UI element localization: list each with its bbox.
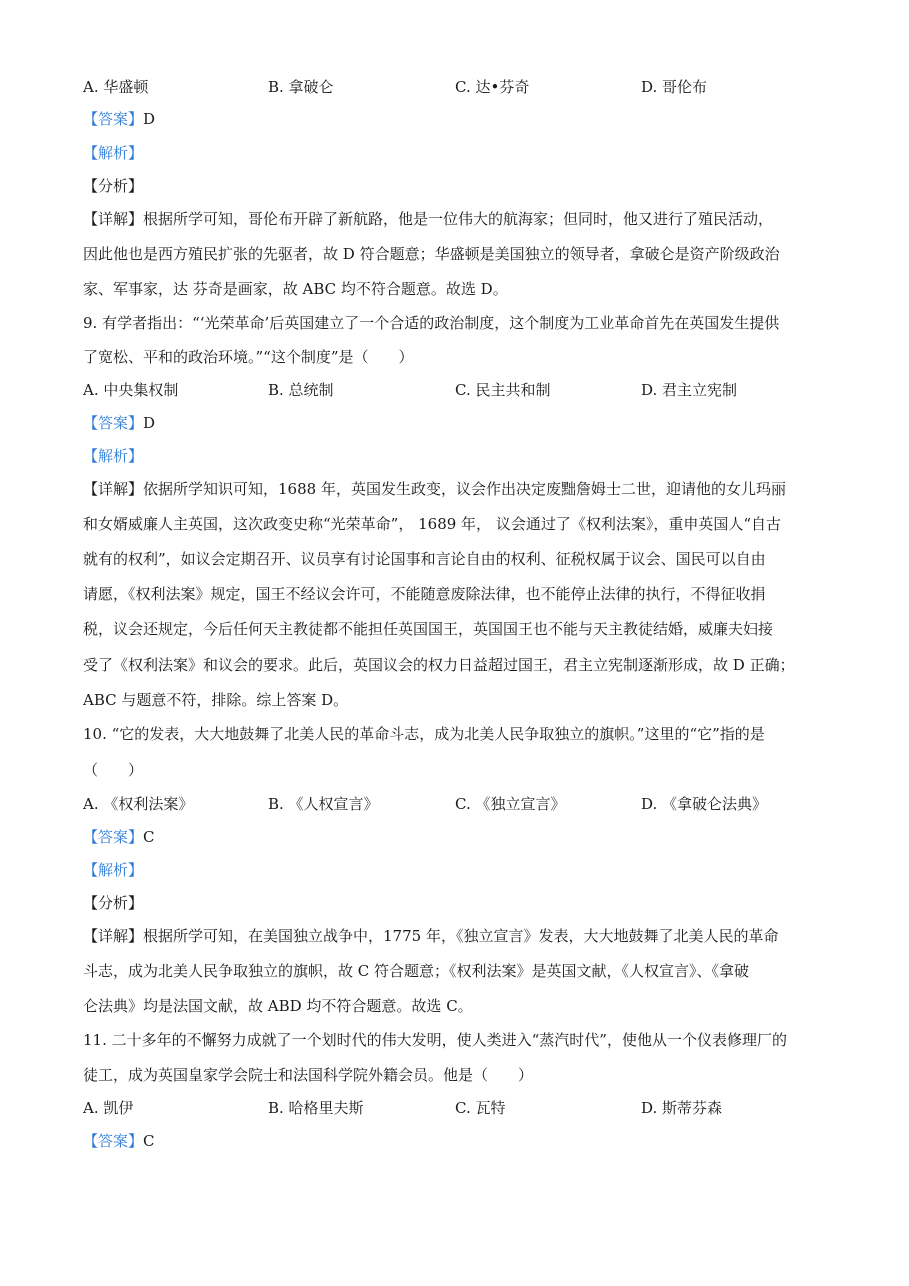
q9-answer [83,413,155,433]
q8-option-a: A. 华盛顿 [83,78,149,96]
q11-stem-line: 徒工，成为英国皇家学会院士和法国科学院外籍会员。他是（ ） [83,1066,534,1084]
detail-text: 根据所学可知，在美国独立战争中，1775 年，《独立宣言》发表，大大地鼓舞了北美人民的革命 [143,927,779,945]
detail-tag: 【详解】 [83,210,144,228]
q9-option-a: A. 中央集权制 [83,381,179,399]
answer-tag: 【答案】 [83,110,144,128]
answer-value: C [143,1132,155,1150]
q8-detail-line [83,209,773,229]
q8-option-d: D. 哥伦布 [641,78,708,96]
q10-analysis-tag: 【解析】 [83,861,144,879]
q9-detail-line: 税，议会还规定，今后任何天主教徒都不能担任英国国王，英国国王也不能与天主教徒结婚，威廉夫妇接 [83,620,774,638]
q8-option-b: B. 拿破仑 [268,78,334,96]
q11-stem-line: 11. 二十多年的不懈努力成就了一个划时代的伟大发明，使人类进入“蒸汽时代”，使他从一个仪表修理厂的 [83,1031,787,1049]
q8-analysis-tag: 【解析】 [83,144,144,162]
q9-option-b: B. 总统制 [268,381,334,399]
q11-answer [83,1131,155,1151]
q11-option-d: D. 斯蒂芬森 [641,1099,723,1117]
q10-detail-line [83,926,778,946]
q10-option-c: C. 《独立宣言》 [455,795,566,813]
answer-tag: 【答案】 [83,828,144,846]
detail-text: 根据所学可知，哥伦布开辟了新航路，他是一位伟大的航海家；但同时，他又进行了殖民活动， [143,210,774,228]
q10-option-b: B. 《人权宣言》 [268,795,379,813]
answer-value: D [143,414,156,432]
q10-detail-line: 斗志，成为北美人民争取独立的旗帜，故 C 符合题意；《权利法案》是英国文献，《人权宣言》、《拿破 [83,962,750,980]
q11-option-a: A. 凯伊 [83,1099,134,1117]
q9-detail-line: 受了《权利法案》和议会的要求。此后，英国议会的权力日益超过国王，君主立宪制逐渐形成，故 D 正确； [83,656,795,674]
q8-detail-line: 因此他也是西方殖民扩张的先驱者，故 D 符合题意；华盛顿是美国独立的领导者，拿破仑是资产阶级政治 [83,245,780,263]
detail-tag: 【详解】 [83,480,144,498]
q9-option-c: C. 民主共和制 [455,381,551,399]
q10-option-a: A. 《权利法案》 [83,795,194,813]
q11-option-b: B. 哈格里夫斯 [268,1099,364,1117]
answer-tag: 【答案】 [83,1132,144,1150]
q11-option-c: C. 瓦特 [455,1099,506,1117]
q9-detail-line [83,479,786,499]
q10-answer [83,827,155,847]
answer-value: C [143,828,155,846]
detail-text: 依据所学知识可知，1688 年，英国发生政变，议会作出决定废黜詹姆士二世，迎请他的女儿玛丽 [143,480,786,498]
q8-answer [83,109,155,129]
q8-fenxi-tag: 【分析】 [83,177,144,195]
q10-stem-line: 10. “它的发表，大大地鼓舞了北美人民的革命斗志，成为北美人民争取独立的旗帜。”这里的“它”指的是 [83,725,765,743]
q9-detail-line: 请愿，《权利法案》规定，国王不经议会许可，不能随意废除法律，也不能停止法律的执行，不得征收捐 [83,585,766,603]
answer-value: D [143,110,156,128]
q10-fenxi-tag: 【分析】 [83,894,144,912]
q9-stem-line: 9. 有学者指出：“‘光荣革命’后英国建立了一个合适的政治制度，这个制度为工业革命首先在英国发生提供 [83,314,780,332]
q8-detail-line: 家、军事家，达 芬奇是画家，故 ABC 均不符合题意。故选 D。 [83,280,508,298]
q9-analysis-tag: 【解析】 [83,447,144,465]
q10-detail-line: 仑法典》均是法国文献，故 ABD 均不符合题意。故选 C。 [83,997,473,1015]
q10-option-d: D. 《拿破仑法典》 [641,795,768,813]
q8-option-c: C. 达•芬奇 [455,78,530,96]
detail-tag: 【详解】 [83,927,144,945]
q9-detail-line: ABC 与题意不符，排除。综上答案 D。 [83,691,349,709]
answer-tag: 【答案】 [83,414,144,432]
q9-detail-line: 和女婿威廉人主英国，这次政变史称“光荣革命”， 1689 年， 议会通过了《权利法案》，重申英国人“自古 [83,515,781,533]
q10-stem-line: （ ） [83,761,144,779]
q9-option-d: D. 君主立宪制 [641,381,738,399]
q9-stem-line: 了宽松、平和的政治环境。”“这个制度”是（ ） [83,348,414,366]
q9-detail-line: 就有的权利”，如议会定期召开、议员享有讨论国事和言论自由的权利、征税权属于议会、国民可以自由 [83,550,766,568]
